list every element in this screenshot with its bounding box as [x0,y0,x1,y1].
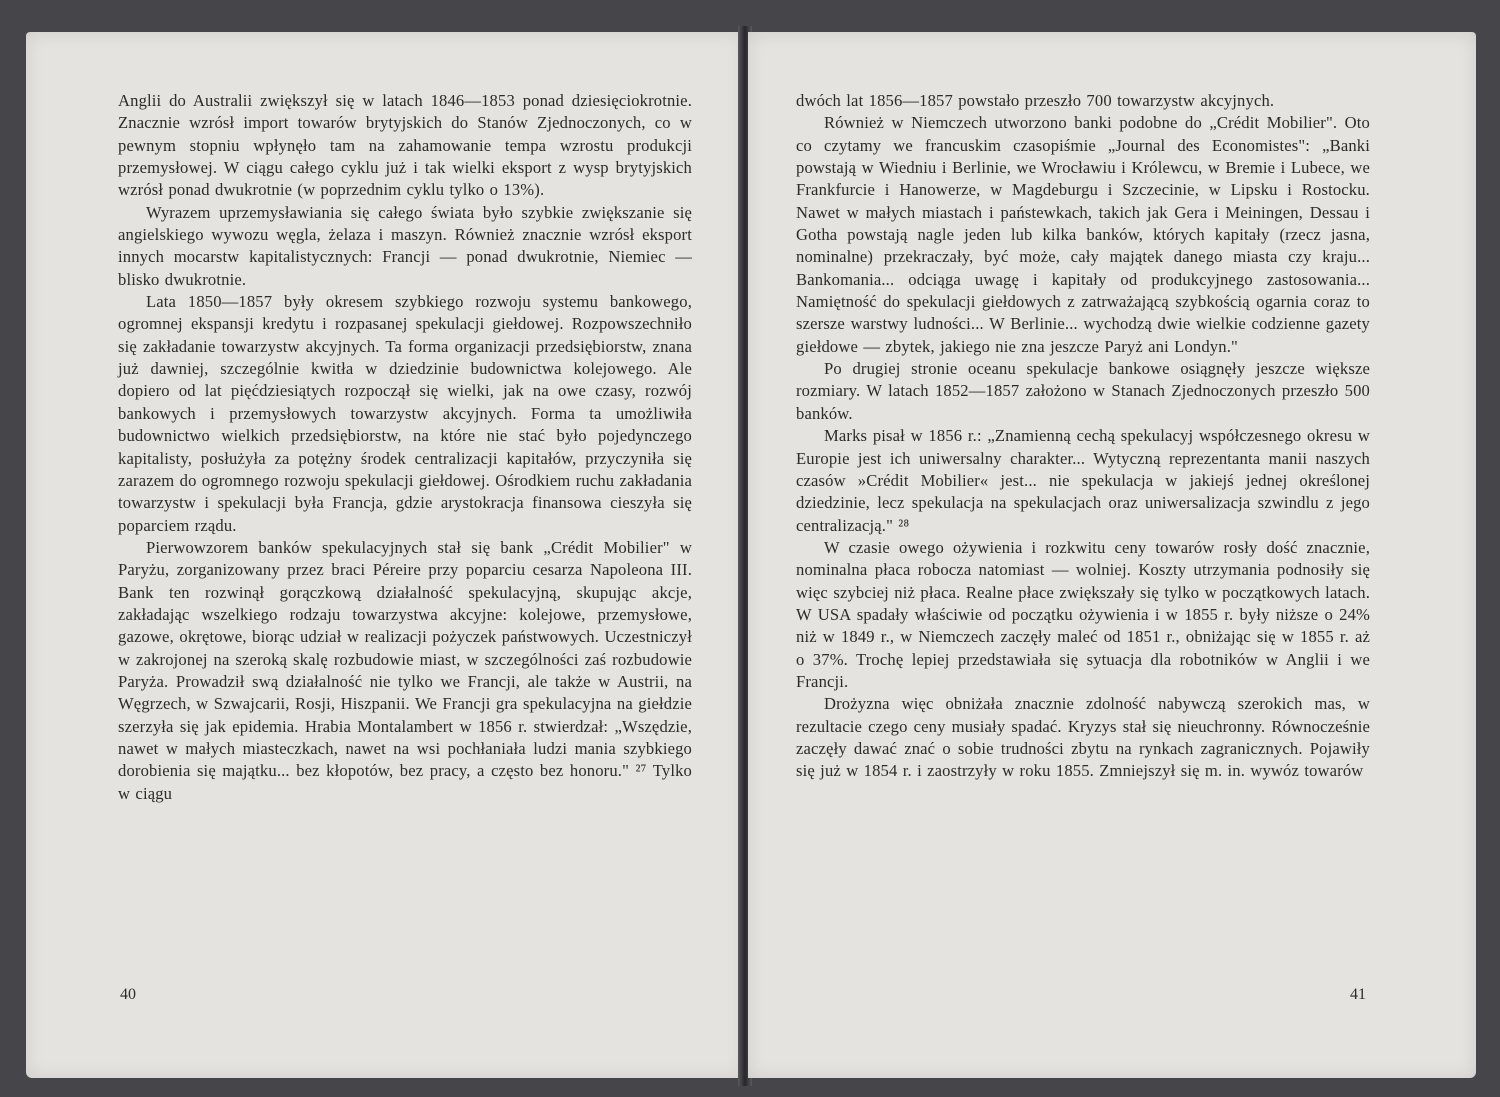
paragraph: Drożyzna więc obniżała znacznie zdolność nabywczą szerokich mas, w rezultacie czego ceny musiały spadać. Kryzys stał się nieuchronny. Równocześnie zaczęły dawać znać o sobie trudności zbytu na rynkach zagranicznych. Pojawiły się już w 1854 r. i zaostrzyły w roku 1855. Zmniejszył się m. in. wywóz towarów [796,694,1370,781]
left-page [26,32,744,1078]
right-page [748,32,1476,1078]
paragraph: Po drugiej stronie oceanu spekulacje bankowe osiągnęły jeszcze większe rozmiary. W latach 1852—1857 założono w Stanach Zjednoczonych przeszło 500 banków. [796,359,1370,423]
paragraph: Pierwowzorem banków spekulacyjnych stał się bank „Crédit Mobilier" w Paryżu, zorganizowany przez braci Péreire przy poparciu cesarza Napoleona III. Bank ten rozwinął gorączkową działalność spekulacyjną, skupując akcje, zakładając wszelkiego rodzaju towarzystwa akcyjne: kolejowe, przemysłowe, gazowe, okrętowe, biorąc udział w realizacji pożyczek państwowych. Uczestniczył w zakrojonej na szeroką skalę rozbudowie miast, w szczególności zaś rozbudowie Paryża. Prowadził swą działalność nie tylko we Francji, ale także w Austrii, na Węgrzech, w Szwajcarii, Rosji, Hiszpanii. We Francji gra spekulacyjna na giełdzie szerzyła się jak epidemia. Hrabia Montalambert w 1856 r. stwierdzał: „Wszędzie, nawet w małych miasteczkach, nawet na wsi pochłaniała ludzi mania szybkiego dorobienia się majątku... bez kłopotów, bez pracy, a często bez honoru." ²⁷ Tylko w ciągu [118,537,692,803]
paragraph: Anglii do Australii zwiększył się w latach 1846—1853 ponad dziesięciokrotnie. Znacznie wzrósł import towarów brytyjskich do Stanów Zjednoczonych, co w pewnym stopniu wpłynęło tam na zahamowanie tempa wzrostu produkcji przemysłowej. W ciągu całego cyklu już i tak wielki eksport z wysp brytyjskich wzrósł ponad dwukrotnie (w poprzednim cyklu tylko o 13%). [118,91,692,200]
paragraph: W czasie owego ożywienia i rozkwitu ceny towarów rosły dość znacznie, nominalna płaca robocza natomiast — wolniej. Koszty utrzymania podnosiły się więc szybciej niż płaca. Realne płace zwiększały się tylko w początkowych latach. W USA spadały właściwie od początku ożywienia i w 1855 r. były niższe o 24% niż w 1849 r., w Niemczech zaczęły maleć od 1851 r., obniżając się w 1855 r. aż o 37%. Trochę lepiej przedstawiała się sytuacja dla robotników w Anglii i we Francji. [796,537,1370,691]
paragraph: Wyrazem uprzemysławiania się całego świata było szybkie zwiększanie się angielskiego wywozu węgla, żelaza i maszyn. Również znacznie wzrósł eksport innych mocarstw kapitalistycznych: Francji — ponad dwukrotnie, Niemiec — blisko dwukrotnie. [118,202,692,289]
left-page-text [118,90,692,805]
right-page-text [796,90,1370,783]
page-number: 41 [1350,986,1366,1003]
paragraph: Marks pisał w 1856 r.: „Znamienną cechą spekulacyj współczesnego okresu w Europie jest ich uniwersalny charakter... Wytyczną reprezentanta manii naszych czasów »Crédit Mobilier« jest... nie spekulacja w jakiejś jednej określonej dziedzinie, lecz spekulacja na spekulacjach oraz uniwersalizacja szwindlu z jego centralizacją." ²⁸ [796,426,1370,535]
paragraph: Lata 1850—1857 były okresem szybkiego rozwoju systemu bankowego, ogromnej ekspansji kredytu i rozpasanej spekulacji giełdowej. Rozpowszechniło się zakładanie towarzystw akcyjnych. Ta forma organizacji przedsiębiorstw, znana już dawniej, szczególnie kwitła w dziedzinie budownictwa kolejowego. Ale dopiero od lat pięćdziesiątych rozpoczął się wielki, jak na owe czasy, rozwój bankowych i przemysłowych towarzystw akcyjnych. Forma ta umożliwiła budownictwo wielkich przedsiębiorstw, na które nie stać było pojedynczego kapitalisty, posłużyła za potężny środek centralizacji kapitałów, przyczyniła się zarazem do ogromnego rozwoju spekulacji giełdowej. Ośrodkiem ruchu zakładania towarzystw i spekulacji była Francja, gdzie arystokracja finansowa cieszyła się poparciem rządu. [118,292,692,535]
page-number: 40 [120,986,136,1003]
paragraph: dwóch lat 1856—1857 powstało przeszło 700 towarzystw akcyjnych. [796,91,1275,110]
paragraph: Również w Niemczech utworzono banki podobne do „Crédit Mobilier". Oto co czytamy we francuskim czasopiśmie „Journal des Economistes": „Banki powstają w Wiedniu i Berlinie, we Wrocławiu i Królewcu, w Bremie i Lubece, we Frankfurcie i Hanowerze, w Magdeburgu i Szczecinie, w Lipsku i Rostocku. Nawet w małych miastach i państewkach, takich jak Gera i Meiningen, Dessau i Gotha powstają nagle jeden lub kilka banków, których kapitały (rzecz jasna, nominalne) przekraczały, być może, cały majątek danego miasta czy kraju... Bankomania... odciąga uwagę i kapitały od produkcyjnego zastosowania... Namiętność do spekulacji giełdowych z zatrważającą szybkością ogarnia coraz to szersze warstwy ludności... W Berlinie... wychodzą dwie wielkie codzienne gazety giełdowe — zbytek, jakiego nie zna jeszcze Paryż ani Londyn." [796,113,1370,356]
